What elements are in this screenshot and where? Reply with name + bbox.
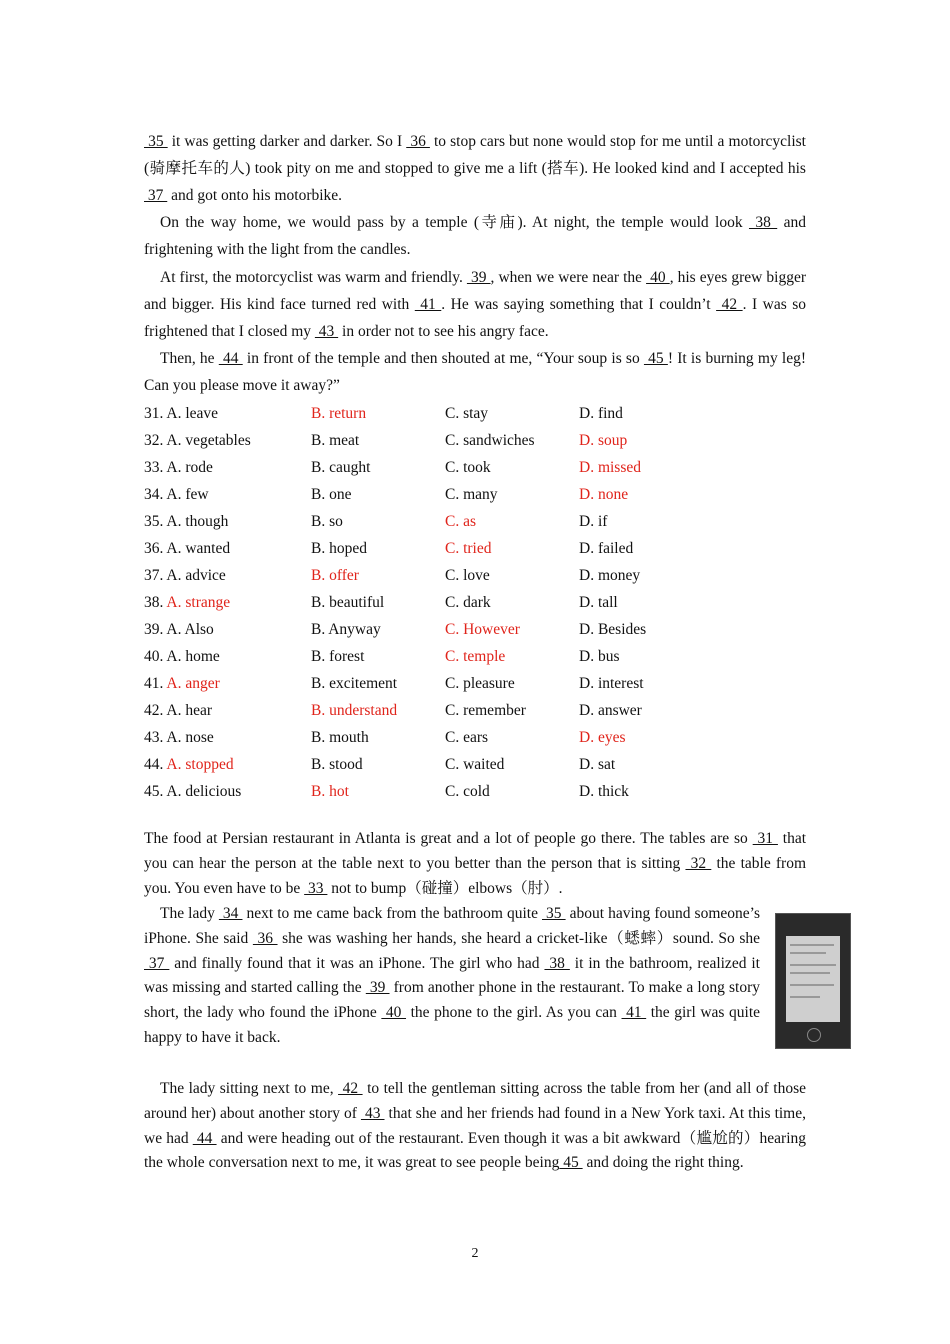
option-b: B. offer: [311, 567, 359, 584]
option-c: C. as: [445, 513, 476, 530]
text-run: ). At night, the temple would look: [517, 214, 749, 231]
option-row: [144, 535, 806, 562]
option-d: D. sat: [579, 756, 616, 773]
option-c: C. However: [445, 621, 520, 638]
blank-number: 40: [646, 269, 670, 286]
option-a: A. anger: [166, 675, 220, 692]
blank-number: 44: [218, 350, 243, 367]
question-number: 42.: [144, 702, 167, 719]
option-a: A. home: [166, 648, 220, 665]
option-d: D. tall: [579, 594, 618, 611]
option-row: [144, 724, 806, 751]
option-c: C. remember: [445, 702, 526, 719]
text-run: to tell the gentleman sitting across the table from her (and all of those around her) about another story of: [144, 1080, 807, 1122]
option-b: B. forest: [311, 648, 365, 665]
option-a: A. Also: [166, 621, 214, 638]
option-a: A. nose: [166, 729, 214, 746]
question-number-and-option-a: [144, 616, 214, 643]
text-run: not to bump（碰撞）elbows（肘）.: [327, 879, 563, 897]
question-number-and-option-a: [144, 697, 212, 724]
option-d: D. Besides: [579, 621, 647, 638]
option-d: D. eyes: [579, 729, 626, 746]
option-b: B. so: [311, 513, 343, 530]
text-run: The lady: [160, 905, 219, 922]
blank-number: 36: [406, 133, 430, 150]
option-c: C. temple: [445, 648, 506, 665]
question-number: 37.: [144, 567, 167, 584]
text-run: it was getting darker and darker. So I: [167, 133, 407, 150]
text-run: Then, he: [160, 350, 219, 367]
blank-number: 45: [559, 1154, 583, 1172]
text-run: and frightening with the light from the candles.: [144, 214, 806, 258]
option-d: D. interest: [579, 675, 644, 692]
option-b: B. beautiful: [311, 594, 385, 611]
passage1-paragraph-1: [144, 128, 806, 209]
text-run: and finally found that it was an iPhone. The girl who had: [169, 954, 545, 972]
blank-number: 41: [414, 296, 442, 313]
option-row: [144, 427, 806, 454]
blank-number: 44: [192, 1129, 217, 1147]
text-run: and got onto his motorbike.: [167, 187, 343, 204]
blank-number: 31: [752, 830, 778, 847]
option-d: D. answer: [579, 702, 642, 719]
option-c: C. took: [445, 459, 491, 476]
text-run: , his eyes grew bigger and bigger. His kind face turned red with: [144, 269, 806, 313]
option-b: B. meat: [311, 432, 360, 449]
question-number-and-option-a: [144, 643, 220, 670]
blank-number: 34: [218, 905, 243, 922]
text-run: On the way home, we would pass by a temple (: [160, 214, 479, 231]
question-number-and-option-a: [144, 400, 218, 427]
option-row: [144, 751, 806, 778]
text-run: that she and her friends had found in a New York taxi. At this time, we had: [144, 1104, 806, 1147]
blank-number: 45: [643, 350, 668, 367]
option-a: A. hear: [166, 702, 213, 719]
text-run: . He was saying something that I couldn’t: [441, 296, 717, 313]
options-list: [144, 400, 806, 805]
text-run: 骑摩托车的人: [149, 160, 246, 177]
option-c: C. stay: [445, 405, 489, 422]
blank-number: 38: [748, 214, 778, 231]
option-a: A. though: [166, 513, 229, 530]
question-number: 45.: [144, 783, 167, 800]
text-run: . I was so frightened that I closed my: [144, 296, 807, 340]
option-b: B. understand: [311, 702, 398, 719]
text-run: it in the bathroom, realized it was missing and started calling the: [144, 954, 760, 997]
option-c: C. sandwiches: [445, 432, 535, 449]
option-c: C. many: [445, 486, 498, 503]
question-number-and-option-a: [144, 427, 251, 454]
question-number: 33.: [144, 459, 167, 476]
iphone-photo: [775, 913, 851, 1049]
option-a: A. leave: [166, 405, 219, 422]
question-number: 44.: [144, 756, 167, 773]
text-run: the girl was quite happy to have it back.: [144, 1004, 761, 1046]
option-d: D. if: [579, 513, 608, 530]
question-number-and-option-a: [144, 670, 220, 697]
question-number-and-option-a: [144, 508, 228, 535]
iphone-screen: [786, 936, 840, 1022]
option-d: D. none: [579, 486, 629, 503]
option-b: B. hot: [311, 783, 349, 800]
option-b: B. stood: [311, 756, 363, 773]
blank-number: 43: [314, 323, 339, 340]
option-a: A. stopped: [166, 756, 234, 773]
passage1-paragraph-4: [144, 345, 806, 399]
option-row: [144, 454, 806, 481]
option-c: C. tried: [445, 540, 492, 557]
blank-number: 32: [685, 854, 712, 872]
blank-number: 37: [144, 954, 170, 972]
question-number-and-option-a: [144, 724, 214, 751]
option-a: A. delicious: [166, 783, 242, 800]
option-row: [144, 589, 806, 616]
blank-number: 40: [381, 1004, 407, 1022]
text-run: At first, the motorcyclist was warm and friendly.: [160, 269, 467, 286]
option-c: C. pleasure: [445, 675, 515, 692]
question-number-and-option-a: [144, 454, 213, 481]
question-number: 40.: [144, 648, 167, 665]
option-row: [144, 508, 806, 535]
question-number: 34.: [144, 486, 167, 503]
option-c: C. ears: [445, 729, 489, 746]
question-number: 36.: [144, 540, 167, 557]
option-a: A. strange: [166, 594, 231, 611]
option-d: D. bus: [579, 648, 620, 665]
blank-number: 35: [542, 905, 566, 922]
option-row: [144, 670, 806, 697]
blank-number: 36: [252, 929, 278, 947]
question-number-and-option-a: [144, 751, 234, 778]
text-run: 搭车: [546, 160, 580, 177]
option-a: A. few: [166, 486, 209, 503]
option-row: [144, 481, 806, 508]
text-run: The lady sitting next to me,: [160, 1080, 339, 1097]
option-b: B. caught: [311, 459, 371, 476]
question-number-and-option-a: [144, 778, 241, 805]
question-number-and-option-a: [144, 589, 230, 616]
text-run: that you can hear the person at the table next to you better than the person that is sitting: [144, 830, 807, 872]
option-d: D. money: [579, 567, 641, 584]
text-run: The food at Persian restaurant in Atlanta is great and a lot of people go there. The tables are so: [144, 830, 753, 847]
option-b: B. one: [311, 486, 352, 503]
option-c: C. dark: [445, 594, 491, 611]
text-run: the phone to the girl. As you can: [406, 1004, 622, 1022]
blank-number: 35: [144, 133, 168, 150]
option-b: B. hoped: [311, 540, 367, 557]
text-run: the table from you. You even have to be: [144, 854, 806, 897]
option-row: [144, 616, 806, 643]
blank-number: 39: [365, 979, 390, 997]
question-number: 43.: [144, 729, 167, 746]
text-run: from another phone in the restaurant. To make a long story short, the lady who found the iPhone: [144, 979, 761, 1022]
option-d: D. find: [579, 405, 623, 422]
text-run: she was washing her hands, she heard a cricket-like（蟋蟀）sound. So she: [277, 929, 761, 947]
question-number: 32.: [144, 432, 167, 449]
option-row: [144, 778, 806, 805]
text-run: ) took pity on me and stopped to give me a lift (: [245, 160, 547, 177]
text-run: in front of the temple and then shouted at me, “Your soup is so: [242, 350, 644, 367]
passage2-paragraph-3: [144, 1077, 806, 1176]
text-run: ). He looked kind and I accepted his: [579, 160, 806, 177]
option-c: C. waited: [445, 756, 505, 773]
option-a: A. vegetables: [166, 432, 251, 449]
option-d: D. failed: [579, 540, 634, 557]
page-number: 2: [471, 1246, 479, 1261]
question-number-and-option-a: [144, 535, 230, 562]
option-row: [144, 562, 806, 589]
option-b: B. excitement: [311, 675, 398, 692]
blank-number: 38: [544, 954, 570, 972]
option-c: C. cold: [445, 783, 490, 800]
question-number-and-option-a: [144, 562, 226, 589]
question-number-and-option-a: [144, 481, 209, 508]
option-row: [144, 643, 806, 670]
text-run: and doing the right thing.: [582, 1154, 744, 1172]
blank-number: 42: [338, 1080, 363, 1097]
option-row: [144, 697, 806, 724]
option-row: [144, 400, 806, 427]
blank-number: 33: [304, 879, 328, 897]
question-number: 38.: [144, 594, 167, 611]
question-number: 31.: [144, 405, 167, 422]
passage1-paragraph-2: [144, 209, 806, 263]
text-run: to stop cars but none would stop for me until a motorcyclist (: [144, 133, 806, 177]
option-b: B. Anyway: [311, 621, 381, 638]
option-d: D. thick: [579, 783, 629, 800]
question-number: 35.: [144, 513, 167, 530]
option-d: D. missed: [579, 459, 641, 476]
text-run: ! It is burning my leg! Can you please move it away?”: [144, 350, 806, 394]
text-run: next to me came back from the bathroom quite: [242, 905, 542, 922]
blank-number: 43: [360, 1104, 385, 1122]
passage2-paragraph-1: [144, 827, 806, 901]
text-run: , when we were near the: [490, 269, 647, 286]
text-run: 寺庙: [479, 214, 518, 231]
question-number: 41.: [144, 675, 167, 692]
text-run: in order not to see his angry face.: [338, 323, 549, 340]
passage2-paragraph-2: [144, 902, 760, 1051]
blank-number: 39: [466, 269, 491, 286]
passage1-paragraph-3: [144, 264, 806, 345]
option-b: B. return: [311, 405, 367, 422]
option-a: A. advice: [166, 567, 226, 584]
text-run: about having found someone’s iPhone. She said: [144, 905, 760, 947]
option-b: B. mouth: [311, 729, 369, 746]
option-c: C. love: [445, 567, 490, 584]
blank-number: 42: [716, 296, 743, 313]
option-a: A. wanted: [166, 540, 231, 557]
question-number: 39.: [144, 621, 167, 638]
blank-number: 41: [621, 1004, 647, 1022]
blank-number: 37: [144, 187, 168, 204]
option-a: A. rode: [166, 459, 213, 476]
text-run: and were heading out of the restaurant. Even though it was a bit awkward（尴尬的）hearing the whole conversation next to me, it was great to see people being: [144, 1129, 807, 1172]
iphone-home-button: [807, 1028, 821, 1042]
option-d: D. soup: [579, 432, 628, 449]
